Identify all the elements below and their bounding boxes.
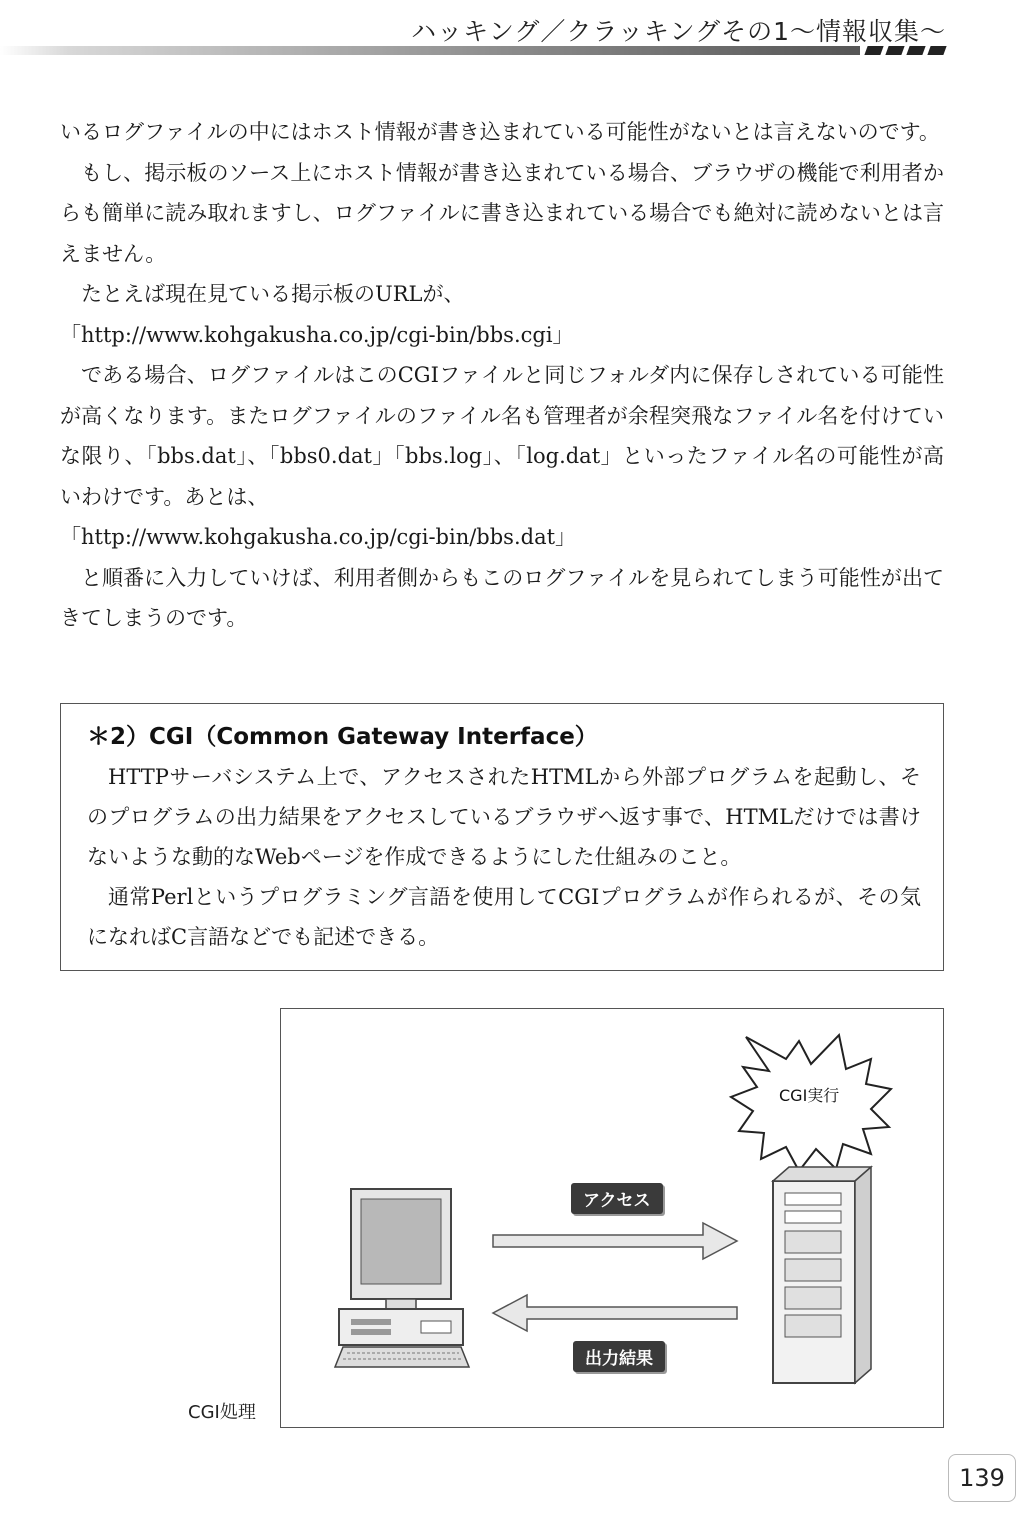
body-text [60,112,944,639]
note-paragraph: HTTPサーバシステム上で、アクセスされたHTMLから外部プログラムを起動し、そのプログラムの出力結果をアクセスしているブラウザへ返す事で、HTMLだけでは書けないような動的なWebページを作成できるようにした仕組みのこと。 [87,765,921,869]
body-paragraph: いるログファイルの中にはホスト情報が書き込まれている可能性がないとは言えないのです。 [60,120,940,144]
burst-label: CGI実行 [779,1086,840,1105]
page-number: 139 [948,1454,1016,1502]
note-paragraph: 通常Perlというプログラミング言語を使用してCGIプログラムが作られるが、その気になればC言語などでも記述できる。 [87,885,921,949]
chapter-title: ハッキング／クラッキングその1〜情報収集〜 [411,17,946,46]
header-rule-blocks [866,46,945,55]
body-paragraph: たとえば現在見ている掲示板のURLが、 [81,282,465,306]
header-rule [0,46,860,55]
output-arrow [493,1295,737,1331]
body-paragraph: と順番に入力していけば、利用者側からもこのログファイルを見られてしまう可能性が出てきてしまうのです。 [60,565,944,630]
note-title: ＊2）CGI（Common Gateway Interface） [87,724,598,750]
figure-caption: CGI処理 [188,1402,256,1423]
url-line: 「http://www.kohgakusha.co.jp/cgi-bin/bbs.dat」 [60,525,577,549]
body-paragraph: である場合、ログファイルはこのCGIファイルと同じフォルダ内に保存しされている可能性が高くなります。またログファイルのファイル名も管理者が余程突飛なファイル名を付けていな限り、「bbs.dat」、「bbs0.dat」「bbs.log」、「log.dat」といったファイル名の可能性が高いわけです。あとは、 [60,363,944,509]
body-paragraph: もし、掲示板のソース上にホスト情報が書き込まれている場合、ブラウザの機能で利用者からも簡単に読み取れますし、ログファイルに書き込まれている場合でも絶対に読めないとは言えません。 [60,160,944,266]
url-line: 「http://www.kohgakusha.co.jp/cgi-bin/bbs.cgi」 [60,322,574,347]
note-box [60,703,944,971]
access-arrow [493,1223,737,1259]
output-label: 出力結果 [573,1341,665,1372]
access-label: アクセス [571,1183,663,1214]
figure-box [280,1008,944,1428]
server-icon [773,1167,871,1383]
client-computer-icon [335,1189,469,1367]
